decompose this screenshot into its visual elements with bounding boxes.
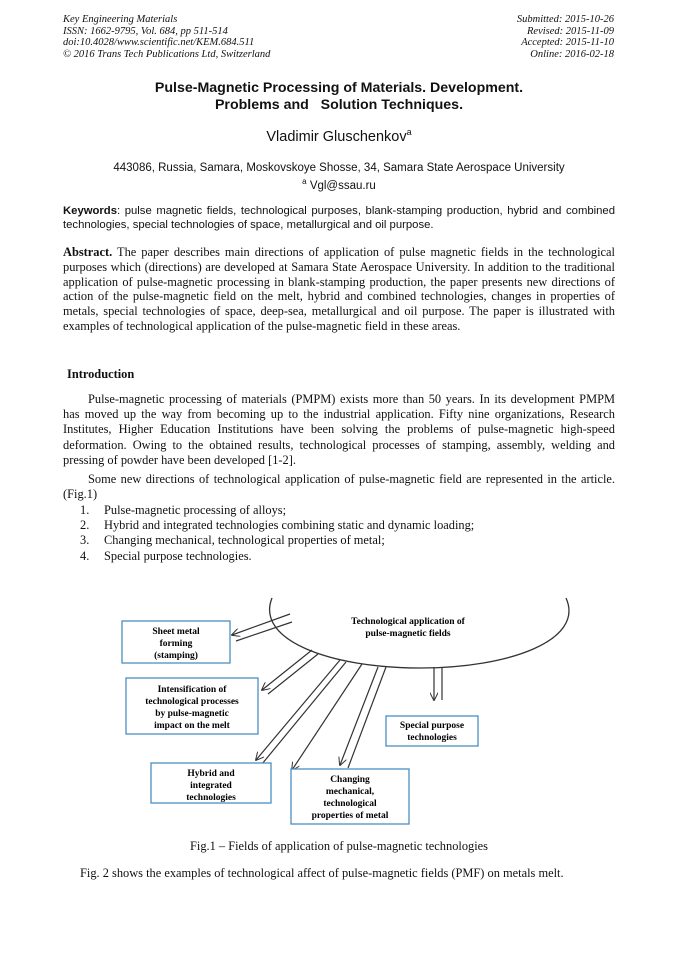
list-number: 3. xyxy=(80,533,90,548)
keywords-label: Keywords xyxy=(63,205,117,217)
author-name: Vladimir Gluschenkov xyxy=(266,128,407,145)
abstract-text: The paper describes main directions of application of pulse magnetic fields in the technological purposes which (directions) are developed at Samara State Aerospace University. In addition to the traditional application of pulse-magnetic processing in blank-stamping production, the paper presents new directions of action of the pulse-magnetic field on the melt, hybrid and combined technologies, changes in properties of metals, special technologies of space, deep-sea, metallurgical and oil purpose. The paper is illustrated with examples of technological application of the pulse-magnetic field in these areas. xyxy=(63,245,615,333)
box-hybrid-line-1: Hybrid and xyxy=(187,769,235,779)
author-sup: a xyxy=(406,127,412,137)
email[interactable]: Vgl@ssau.ru xyxy=(309,179,376,192)
submitted-date: Submitted: 2015-10-26 xyxy=(516,14,614,25)
box-sheet-line-2: forming xyxy=(159,639,193,649)
arrow-to-intens xyxy=(262,650,312,690)
box-special-line-1: Special purpose xyxy=(399,721,465,731)
box-hybrid-line-2: integrated xyxy=(190,781,232,791)
arrow-to-hybrid xyxy=(256,660,340,760)
accepted-date: Accepted: 2015-11-10 xyxy=(521,37,614,48)
list-number: 4. xyxy=(80,548,90,563)
abstract-label: Abstract. xyxy=(63,245,113,259)
box-changing-line-3: technological xyxy=(323,799,377,809)
center-label-line-1: Technological application of xyxy=(351,617,465,627)
arrow-to-hybrid-2 xyxy=(292,664,362,770)
email-sup: a xyxy=(302,177,307,186)
title-line-2: Problems and Solution Techniques. xyxy=(214,97,464,113)
intro-paragraph-1: Pulse-magnetic processing of materials (PMPM) exists more than 50 years. In its development PMPM has moved up the way from becoming up to the industrial application. Fifty nine organizations, Research Institutes, Higher Education Institutions have been solving the problems of pulse-magnetic high-speed deformation. Owing to the obtained results, technological processes of stamping, assembly, welding and pressing of powder have been developed [1-2]. xyxy=(63,392,615,467)
box-changing-line-1: Changing xyxy=(330,775,370,785)
list-text: Hybrid and integrated technologies combining static and dynamic loading; xyxy=(104,518,475,533)
arrow-to-changing xyxy=(340,667,378,765)
doi-line: doi:10.4028/www.scientific.net/KEM.684.511 xyxy=(63,37,255,48)
affiliation: 443086, Russia, Samara, Moskovskoye Shosse, 34, Samara State Aerospace University xyxy=(113,162,565,174)
online-date: Online: 2016-02-18 xyxy=(530,48,614,60)
box-special-line-2: technologies xyxy=(407,733,457,743)
center-label-line-2: pulse-magnetic fields xyxy=(365,629,451,639)
list-text: Pulse-magnetic processing of alloys; xyxy=(104,503,287,517)
arrow-to-hybrid-inner xyxy=(262,662,346,764)
list-number: 1. xyxy=(80,503,90,517)
arrow-to-intens-inner xyxy=(268,654,318,694)
arrow-to-sheet xyxy=(232,614,290,635)
arrow-to-sheet-inner xyxy=(236,622,292,641)
list-number: 2. xyxy=(80,518,90,533)
fig2-paragraph: Fig. 2 shows the examples of technological affect of pulse-magnetic fields (PMF) on metals melt. xyxy=(80,866,564,880)
intro-paragraph-2: Some new directions of technological application of pulse-magnetic field are represented in the article. (Fig.1) xyxy=(63,472,615,502)
box-intens-line-3: by pulse-magnetic xyxy=(155,709,229,719)
box-sheet-line-3: (stamping) xyxy=(154,651,198,661)
box-changing-line-4: properties of metal xyxy=(311,811,389,821)
box-sheet-line-1: Sheet metal xyxy=(152,627,200,637)
issn-line: ISSN: 1662-9795, Vol. 684, pp 511-514 xyxy=(63,25,228,37)
list-text: Changing mechanical, technological properties of metal; xyxy=(104,533,385,548)
box-intens-line-4: impact on the melt xyxy=(154,721,230,731)
list-text: Special purpose technologies. xyxy=(104,548,252,563)
copyright-line: © 2016 Trans Tech Publications Ltd, Switzerland xyxy=(63,48,271,60)
arrow-to-changing-inner xyxy=(348,667,386,768)
section-heading: Introduction xyxy=(67,367,135,381)
keywords-text: : pulse magnetic fields, technological purposes, blank-stamping production, hybrid and combined technologies, special technologies of space, metallurgical and oil purpose. xyxy=(63,205,615,231)
box-hybrid-line-3: technologies xyxy=(186,793,236,803)
title-line-1: Pulse-Magnetic Processing of Materials. Development. xyxy=(154,80,524,96)
box-changing-line-2: mechanical, xyxy=(325,787,375,797)
revised-date: Revised: 2015-11-09 xyxy=(527,25,614,37)
box-intens-line-1: Intensification of xyxy=(157,685,227,695)
figure-caption: Fig.1 – Fields of application of pulse-magnetic technologies xyxy=(189,839,488,853)
box-intens-line-2: technological processes xyxy=(145,697,239,707)
journal-name: Key Engineering Materials xyxy=(63,14,178,25)
